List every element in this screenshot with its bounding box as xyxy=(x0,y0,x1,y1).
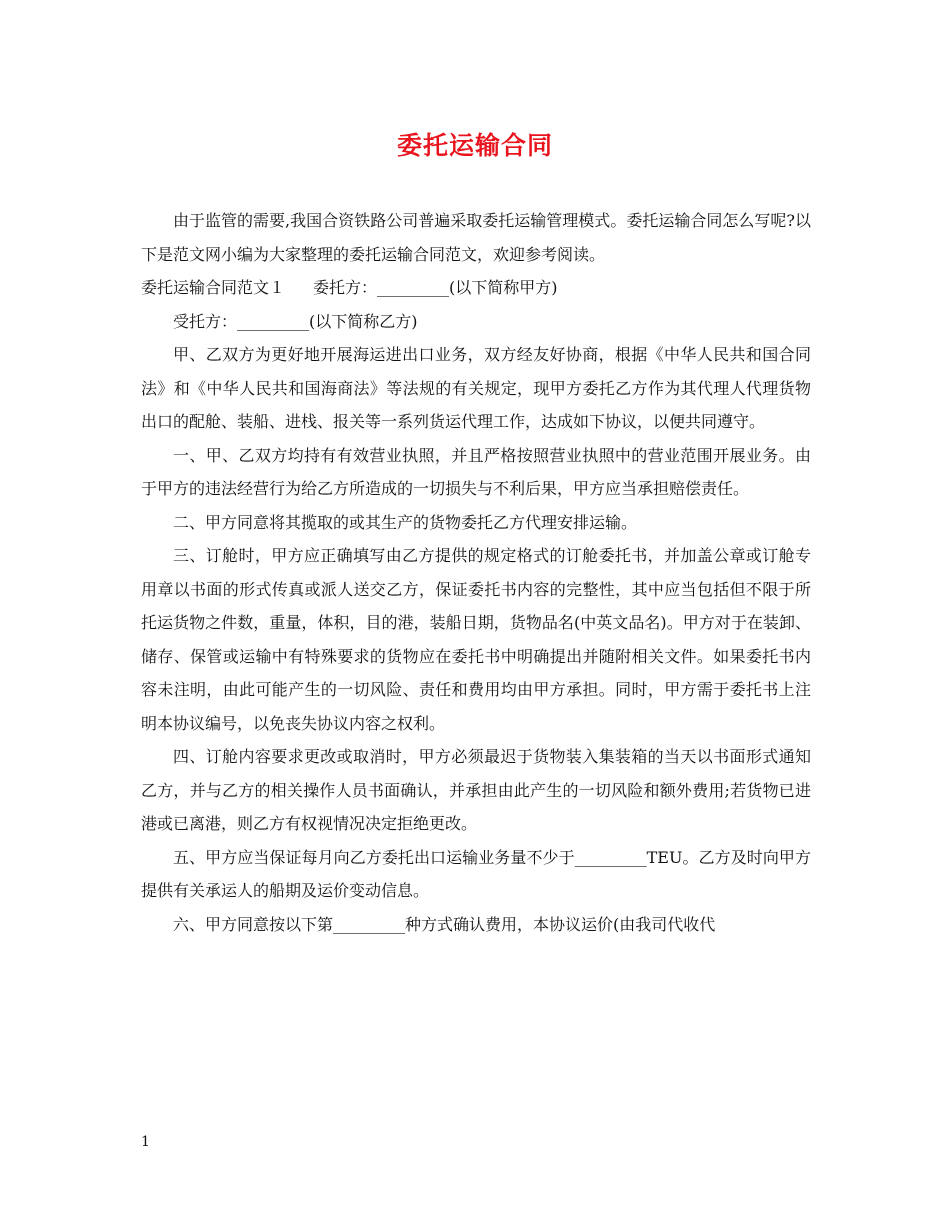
clause-6: 六、甲方同意按以下第_________种方式确认费用，本协议运价(由我司代收代 xyxy=(173,914,716,934)
intro-paragraph: 由于监管的需要,我国合资铁路公司普遍采取委托运输管理模式。委托运输合同怎么写呢?以下是范文网小编为大家整理的委托运输合同范文，欢迎参考阅读。 xyxy=(141,211,811,264)
clause-1: 一、甲、乙双方均持有有效营业执照，并且严格按照营业执照中的营业范围开展业务。由于甲方的违法经营行为给乙方所造成的一切损失与不利后果，甲方应当承担赔偿责任。 xyxy=(141,445,811,498)
document-title: 委托运输合同 xyxy=(396,131,553,160)
clause-5: 五、甲方应当保证每月向乙方委托出口运输业务量不少于_________TEU。乙方及时向甲方提供有关承运人的船期及运价变动信息。 xyxy=(141,847,811,900)
page-number: 1 xyxy=(141,1134,150,1150)
sample-label: 委托运输合同范文１ xyxy=(141,278,286,297)
clause-2: 二、甲方同意将其揽取的或其生产的货物委托乙方代理安排运输。 xyxy=(173,512,638,532)
clause-3: 三、订舱时，甲方应正确填写由乙方提供的规定格式的订舱委托书，并加盖公章或订舱专用章以书面的形式传真或派人送交乙方，保证委托书内容的完整性，其中应当包括但不限于所托运货物之件数，重量，体积，目的港，装船日期，货物品名(中英文品名)。甲方对于在装卸、储存、保管或运输中有特殊要求的货物应在委托书中明确提出并随附相关文件。如果委托书内容未注明，由此可能产生的一切风险、责任和费用均由甲方承担。同时，甲方需于委托书上注明本协议编号，以免丧失协议内容之权利。 xyxy=(141,546,811,733)
preamble-paragraph: 甲、乙双方为更好地开展海运进出口业务，双方经友好协商，根据《中华人民共和国合同法》和《中华人民共和国海商法》等法规的有关规定，现甲方委托乙方作为其代理人代理货物出口的配舱、装船、进栈、报关等一系列货运代理工作，达成如下协议，以便共同遵守。 xyxy=(141,345,811,431)
clause-4: 四、订舱内容要求更改或取消时，甲方必须最迟于货物装入集装箱的当天以书面形式通知乙方，并与乙方的相关操作人员书面确认，并承担由此产生的一切风险和额外费用;若货物已进港或已离港，则乙方有权视情况决定拒绝更改。 xyxy=(141,747,811,833)
document-body xyxy=(141,204,811,941)
contractor-party-line: 受托方：_________(以下简称乙方) xyxy=(173,311,418,331)
sample-heading-line xyxy=(141,271,811,305)
client-party-line: 委托方：_________(以下简称甲方) xyxy=(313,278,558,297)
